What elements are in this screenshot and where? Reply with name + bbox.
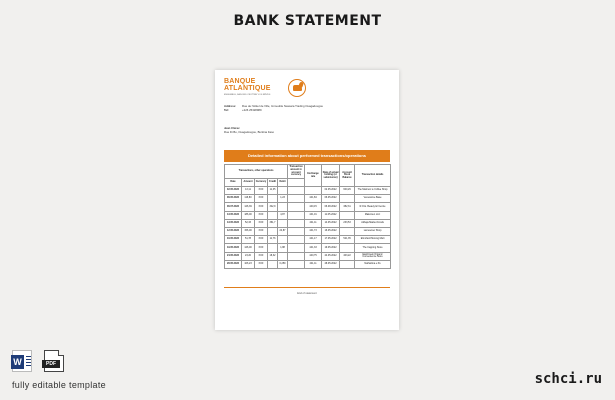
pdf-file-icon (44, 350, 64, 372)
cell-amount: 23,20 (242, 252, 255, 260)
bank-address (224, 104, 323, 112)
cell-amount_cur (288, 252, 305, 260)
bank-tagline: ENSEMBLE, FAISONS CROÎTRE VOS RÊVES (224, 94, 271, 96)
cell-amount: 106,23 (242, 260, 255, 268)
cell-posted: 14.05.2022 (322, 219, 340, 227)
cell-amount: 156,00 (242, 227, 255, 235)
cell-details: Venessime Base (355, 195, 391, 203)
cell-amount: 52,33 (242, 219, 255, 227)
cell-balance (340, 244, 355, 252)
header-credit: Credit (268, 179, 278, 187)
cell-amount_cur (288, 260, 305, 268)
cell-debit (278, 252, 288, 260)
cell-credit (268, 211, 278, 219)
cell-balance (340, 260, 355, 268)
group-header: Transactions, other operations (225, 165, 288, 179)
cell-credit: 11,35 (268, 187, 278, 195)
cell-details: Elmofield Moving Mart (355, 236, 391, 244)
cell-posted: 02.05.2022 (322, 187, 340, 195)
client-name: Jean Clérec (224, 126, 240, 130)
cell-currency: XOF (255, 195, 268, 203)
cell-credit: 342,9 (268, 203, 278, 211)
cell-amount: 116,80 (242, 195, 255, 203)
header-balance: Account Book Balance (340, 165, 355, 187)
cell-debit (278, 236, 288, 244)
cell-amount: 126,00 (242, 244, 255, 252)
cell-posted: 28.05.2022 (322, 260, 340, 268)
cell-exchange: 441,11 (305, 260, 322, 268)
table-row (225, 203, 391, 211)
cell-debit: 24,87 (278, 227, 288, 235)
cell-date: 19.05.2022 (225, 244, 242, 252)
cell-credit (268, 260, 278, 268)
cell-currency: XOF (255, 252, 268, 260)
header-currency: Currency (255, 179, 268, 187)
cell-credit: 361,7 (268, 219, 278, 227)
cell-debit: 1,23 (278, 195, 288, 203)
address-value: Rue de l'Hôtel de Ville, Immeuble Nassara Trading Ouagadougou (242, 104, 324, 108)
template-caption: fully editable template (12, 380, 106, 390)
cell-date: 13.05.2022 (225, 219, 242, 227)
cell-balance: 521,35 (340, 236, 355, 244)
cell-currency: XOF (255, 227, 268, 235)
cell-amount: 51,78 (242, 236, 255, 244)
cell-posted: 06.08.2022 (322, 203, 340, 211)
word-letter: W (11, 355, 24, 369)
cell-exchange: 441,84 (305, 195, 322, 203)
cell-currency: XOF (255, 260, 268, 268)
cell-exchange: 441,17 (305, 236, 322, 244)
footer-divider (224, 287, 390, 288)
cell-posted: 24.05.2022 (322, 252, 340, 260)
header-exchange-rate: Exchange rate (305, 165, 322, 187)
cell-debit (278, 203, 288, 211)
cell-exchange: 441,11 (305, 219, 322, 227)
cell-date: 24.05.2022 (225, 252, 242, 260)
cell-details: The Capping Store (355, 244, 391, 252)
cell-currency: XOF (255, 244, 268, 252)
cell-details: R.O.E. Beauty El Centre (355, 203, 391, 211)
pdf-label: PDF (42, 360, 60, 368)
cell-amount: 13,11 (242, 187, 255, 195)
cell-date: 06.07.2022 (225, 203, 242, 211)
table-row (225, 244, 391, 252)
cell-details: The Matmon le Coffee Shop (355, 187, 391, 195)
cell-details: Nathalima e.Pe (355, 260, 391, 268)
header-amount-in-currency: Transaction amount in account currency (288, 165, 305, 179)
cell-date: 16.05.2022 (225, 236, 242, 244)
table-row (225, 211, 391, 219)
cell-date: 28.05.2022 (225, 260, 242, 268)
cell-balance: 382,31 (340, 203, 355, 211)
format-icons (12, 350, 72, 372)
cell-credit (268, 227, 278, 235)
cell-balance (340, 227, 355, 235)
table-row (225, 252, 391, 260)
cell-balance: 600,29 (340, 187, 355, 195)
cell-amount: 186,00 (242, 211, 255, 219)
cell-debit: 4,87 (278, 211, 288, 219)
cell-balance (340, 195, 355, 203)
cell-details: Lamoemer Shop (355, 227, 391, 235)
cell-debit: 0,259 (278, 260, 288, 268)
cell-details: Atibaja Market Foods (355, 219, 391, 227)
header-date: Date (225, 179, 242, 187)
header-amount: Amount (242, 179, 255, 187)
cell-currency: XOF (255, 236, 268, 244)
section-title: Detailed information about performed transactions/operations (224, 150, 390, 162)
cell-amount_cur (288, 195, 305, 203)
cell-posted: 19.05.2022 (322, 244, 340, 252)
cell-exchange: 440,75 (305, 252, 322, 260)
table-row (225, 219, 391, 227)
tel-value: +226 25328989 (242, 108, 262, 112)
cell-details: Makoinen LLC (355, 211, 391, 219)
table-row (225, 195, 391, 203)
cell-exchange: 441,33 (305, 244, 322, 252)
table-row (225, 260, 391, 268)
cell-currency: XOF (255, 219, 268, 227)
statement-page (215, 70, 399, 330)
cell-exchange: 441,01 (305, 211, 322, 219)
cell-debit (278, 187, 288, 195)
word-file-icon (12, 350, 32, 372)
cell-amount: 126,39 (242, 203, 255, 211)
client-address: Rue Di Bo, Ouagadougou, Burkina Faso (224, 130, 275, 134)
client-block (224, 126, 274, 134)
cell-currency: XOF (255, 187, 268, 195)
tel-label: Tel: (224, 108, 229, 112)
cell-amount_cur (288, 227, 305, 235)
page-heading: BANK STATEMENT (233, 13, 382, 29)
cell-amount_cur (288, 236, 305, 244)
table-row (225, 227, 391, 235)
bank-name-line1: BANQUE (224, 78, 256, 85)
cell-balance: 233,53 (340, 219, 355, 227)
bank-name-line2: ATLANTIQUE (224, 85, 271, 92)
transactions-table (224, 164, 391, 269)
cell-balance (340, 211, 355, 219)
cell-amount_cur (288, 203, 305, 211)
cell-date: 06.05.2022 (225, 195, 242, 203)
cell-amount_cur (288, 244, 305, 252)
cell-posted: 06.05.2022 (322, 195, 340, 203)
cell-credit (268, 195, 278, 203)
cell-date: 12.05.2022 (225, 227, 242, 235)
cell-date: 02.05.2022 (225, 187, 242, 195)
header-details: Transaction details (355, 165, 391, 187)
cell-posted: 16.05.2022 (322, 227, 340, 235)
cell-date: 13.05.2022 (225, 211, 242, 219)
table-row (225, 236, 391, 244)
horse-logo-icon (288, 79, 306, 97)
header-date-of-posting: Date of actual holding (or submission) (322, 165, 340, 187)
cell-details: EastCreek Organic Convenience Store (355, 252, 391, 260)
cell-debit: 1,88 (278, 244, 288, 252)
header-debit: Debit (278, 179, 288, 187)
statement-footer: End of statement (297, 292, 317, 295)
cell-amount_cur (288, 187, 305, 195)
cell-amount_cur (288, 211, 305, 219)
cell-currency: XOF (255, 211, 268, 219)
cell-credit (268, 244, 278, 252)
cell-exchange: 441,73 (305, 227, 322, 235)
cell-currency: XOF (255, 203, 268, 211)
cell-credit: 11,76 (268, 236, 278, 244)
cell-posted: 17.05.2022 (322, 236, 340, 244)
table-row (225, 187, 391, 195)
site-watermark: schci.ru (534, 371, 602, 387)
cell-credit: 18,32 (268, 252, 278, 260)
bank-logo (224, 78, 304, 100)
cell-exchange (305, 187, 322, 195)
cell-debit (278, 219, 288, 227)
cell-balance: 403,22 (340, 252, 355, 260)
cell-amount_cur (288, 219, 305, 227)
cell-posted: 11.05.2022 (322, 211, 340, 219)
cell-exchange: 440,15 (305, 203, 322, 211)
address-label: Address: (224, 104, 237, 108)
